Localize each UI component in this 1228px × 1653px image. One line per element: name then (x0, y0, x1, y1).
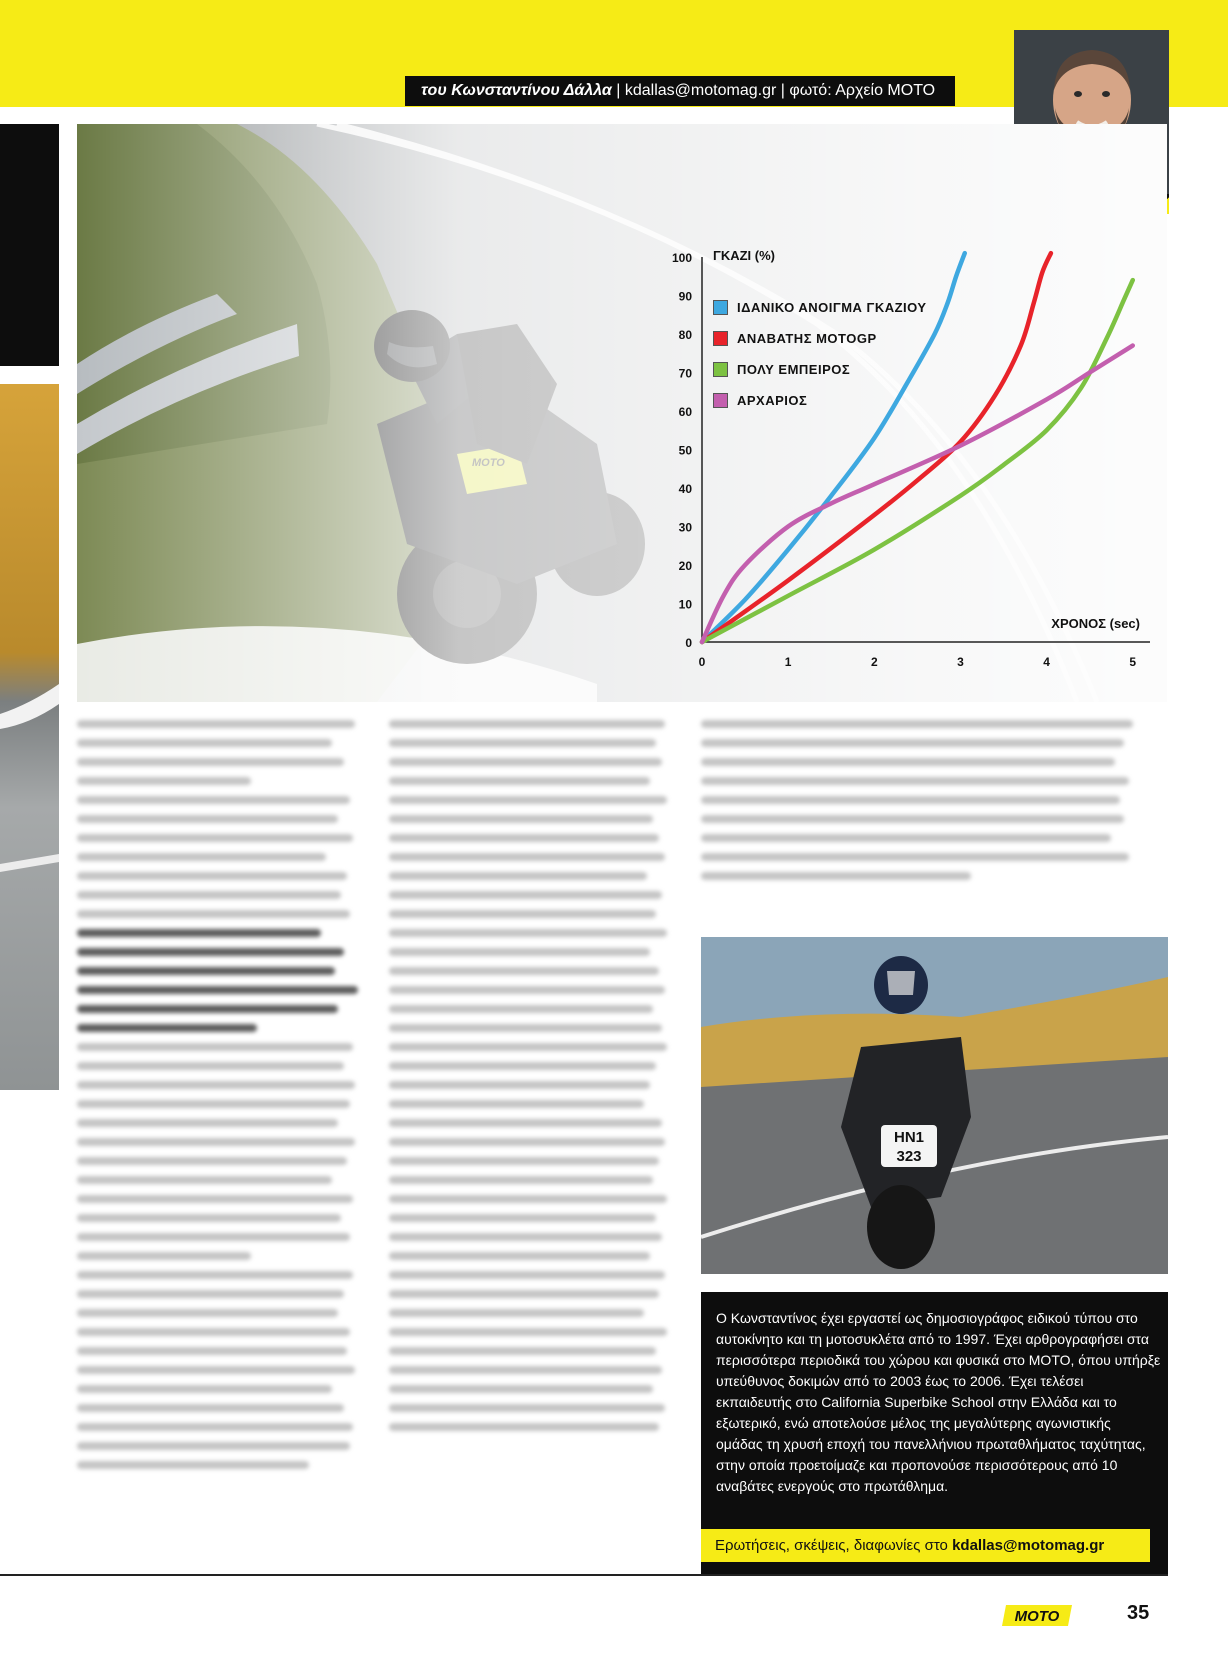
blurred-text-line (701, 758, 1115, 766)
blurred-text-line (389, 1138, 665, 1146)
blurred-text-line (77, 1005, 338, 1013)
blurred-text-line (77, 967, 335, 975)
author-email[interactable]: kdallas@motomag.gr (624, 82, 777, 99)
blurred-text-line (77, 815, 338, 823)
blurred-text-line (77, 796, 350, 804)
blurred-text-line (389, 1290, 659, 1298)
blurred-text-line (77, 1043, 353, 1051)
blurred-text-line (389, 1100, 644, 1108)
blurred-text-line (389, 1119, 662, 1127)
byline-separator: | (776, 82, 790, 99)
blurred-text-line (389, 1271, 665, 1279)
blurred-text-line (389, 891, 662, 899)
blurred-text-line (389, 1328, 667, 1336)
rider-rear-photo (701, 937, 1168, 1274)
blurred-text-line (77, 1233, 350, 1241)
blurred-text-line (389, 834, 659, 842)
blurred-text-line (77, 891, 341, 899)
blurred-text-line (77, 1385, 332, 1393)
blurred-text-line (77, 1119, 338, 1127)
legend-item (713, 385, 927, 416)
blurred-text-line (77, 1442, 350, 1450)
blurred-text-line (77, 1024, 257, 1032)
blurred-text-line (389, 796, 667, 804)
blurred-text-line (389, 1176, 653, 1184)
legend-swatch (713, 393, 728, 408)
blurred-text-line (77, 1100, 350, 1108)
legend-item (713, 292, 927, 323)
x-tick-label: 0 (698, 655, 706, 669)
contact-prompt: Ερωτήσεις, σκέψεις, διαφωνίες στο (715, 1537, 953, 1554)
blurred-text-line (701, 834, 1111, 842)
blurred-text-line (389, 1423, 659, 1431)
blurred-text-line (77, 1252, 251, 1260)
blurred-text-line (77, 777, 251, 785)
blurred-text-line (77, 1461, 309, 1469)
x-tick-label: 2 (870, 655, 878, 669)
blurred-text-line (389, 1233, 662, 1241)
blurred-text-line (77, 834, 353, 842)
logo-text: MOTO (1014, 1608, 1060, 1625)
blurred-text-line (77, 1157, 347, 1165)
legend-label: ΑΡΧΑΡΙΟΣ (737, 393, 808, 408)
left-edge-photo (0, 384, 59, 1090)
blurred-text-line (77, 1062, 344, 1070)
blurred-text-line (77, 986, 358, 994)
blurred-text-line (389, 1214, 656, 1222)
legend-swatch (713, 362, 728, 377)
author-name: του Κωνσταντίνου Δάλλα (421, 82, 612, 99)
blurred-text-line (77, 1081, 355, 1089)
blurred-text-line (77, 1214, 341, 1222)
blurred-text-line (389, 1309, 644, 1317)
blurred-text-line (389, 1347, 656, 1355)
blurred-text-line (389, 1062, 656, 1070)
blurred-text-line (77, 1404, 344, 1412)
blurred-text-line (389, 986, 665, 994)
blurred-text-line (701, 777, 1129, 785)
y-axis-label: ΓΚΑΖΙ (%) (713, 248, 775, 263)
blurred-text-line (77, 1176, 332, 1184)
x-axis-label: ΧΡΟΝΟΣ (sec) (1051, 616, 1140, 631)
blurred-text-line (389, 872, 647, 880)
blurred-text-line (77, 929, 321, 937)
blurred-text-line (77, 1138, 355, 1146)
legend-label: ΙΔΑΝΙΚΟ ΑΝΟΙΓΜΑ ΓΚΑΖΙΟΥ (737, 300, 927, 315)
blurred-text-line (389, 739, 656, 747)
blurred-text-line (77, 1290, 344, 1298)
blurred-text-line (389, 815, 653, 823)
blurred-text-line (389, 853, 665, 861)
legend-swatch (713, 300, 728, 315)
blurred-text-line (389, 929, 667, 937)
article-column-1 (77, 720, 367, 1480)
blurred-text-line (77, 1271, 353, 1279)
blurred-text-line (701, 815, 1124, 823)
blurred-text-line (77, 872, 347, 880)
blurred-text-line (701, 739, 1124, 747)
blurred-text-line (77, 1423, 353, 1431)
y-tick-label: 60 (678, 405, 692, 419)
y-tick-label: 90 (678, 289, 692, 304)
article-column-3 (701, 720, 1151, 891)
blurred-text-line (701, 796, 1120, 804)
blurred-text-line (389, 1252, 650, 1260)
blurred-text-line (77, 739, 332, 747)
x-tick-label: 3 (957, 655, 964, 669)
author-bio-box (701, 1292, 1168, 1575)
x-tick-label: 4 (1043, 655, 1050, 669)
blurred-text-line (389, 967, 659, 975)
road-edge-illustration (0, 384, 59, 1090)
legend-item (713, 354, 927, 385)
y-tick-label: 70 (678, 366, 692, 381)
y-tick-label: 80 (678, 328, 692, 342)
contact-bar (701, 1529, 1150, 1562)
left-black-block (0, 124, 59, 366)
blurred-text-line (389, 720, 665, 728)
y-tick-labels (672, 251, 692, 650)
blurred-text-line (389, 1366, 662, 1374)
blurred-text-line (701, 720, 1133, 728)
blurred-text-line (389, 777, 650, 785)
legend-swatch (713, 331, 728, 346)
blurred-text-line (389, 910, 656, 918)
x-tick-label: 5 (1129, 655, 1137, 669)
blurred-text-line (77, 1366, 355, 1374)
contact-email[interactable]: kdallas@motomag.gr (952, 1537, 1105, 1554)
blurred-text-line (389, 1043, 667, 1051)
blurred-text-line (389, 948, 650, 956)
y-tick-label: 10 (678, 597, 692, 612)
byline-separator: | (611, 82, 625, 99)
footer-rule (0, 1574, 1168, 1576)
blurred-text-line (77, 1195, 353, 1203)
blurred-text-line (77, 1309, 338, 1317)
legend-item (713, 323, 927, 354)
x-tick-labels (699, 655, 1137, 669)
blurred-text-line (77, 948, 344, 956)
blurred-text-line (77, 1347, 347, 1355)
photo-credit: φωτό: Αρχείο ΜΟΤΟ (789, 82, 936, 99)
blurred-text-line (389, 1024, 662, 1032)
y-tick-label: 100 (671, 251, 692, 265)
blurred-text-line (389, 1385, 653, 1393)
y-tick-label: 20 (678, 559, 692, 573)
y-tick-label: 0 (685, 636, 692, 650)
blurred-text-line (77, 758, 344, 766)
y-tick-label: 30 (678, 520, 692, 535)
plate-line1: HN1 (893, 1129, 925, 1146)
blurred-text-line (389, 1005, 653, 1013)
blurred-text-line (389, 758, 662, 766)
y-tick-label: 40 (678, 482, 692, 496)
blurred-text-line (389, 1195, 667, 1203)
blurred-text-line (701, 853, 1129, 861)
legend-label: ΑΝΑΒΑΤΗΣ MOTOGP (737, 331, 877, 346)
x-tick-label: 1 (784, 655, 792, 669)
page-number: 35 (1127, 1602, 1150, 1624)
blurred-text-line (77, 853, 326, 861)
blurred-text-line (701, 872, 971, 880)
blurred-text-line (77, 910, 350, 918)
article-column-2 (389, 720, 679, 1442)
plate-line2: 323 (896, 1148, 922, 1165)
rear-rider-illustration (701, 937, 1168, 1274)
blurred-text-line (389, 1081, 650, 1089)
blurred-text-line (77, 720, 355, 728)
legend-label: ΠΟΛΥ ΕΜΠΕΙΡΟΣ (737, 362, 851, 377)
blurred-text-line (77, 1328, 350, 1336)
byline (405, 76, 955, 106)
blurred-text-line (389, 1157, 659, 1165)
author-bio-text: Ο Κωνσταντίνος έχει εργαστεί ως δημοσιογράφος ειδικού τύπου στο αυτοκίνητο και τη μοτοσυκλέτα από το 1997. Έχει αρθρογραφήσει στα περισσότερα περιοδικά του χώρου και φυσικά στο MOTO, όπου υπήρξε υπεύθυνος δοκιμών από το 2003 έως το 2006. Έχει τελέσει εκπαιδευτής στο California Superbike School στην Ελλάδα και το εξωτερικό, ενώ αποτελούσε μέλος της μεγαλύτερης αγωνιστικής ομάδας τη χρυσή εποχή του πανελλήνιου πρωταθλήματος ταχύτητας, στην οποία προετοίμαζε και προπονούσε περισσότερους από 10 αναβάτες ενεργούς στο πρωτάθλημα. (716, 1310, 1161, 1494)
moto-logo (1002, 1605, 1072, 1626)
chart-legend (713, 292, 927, 416)
blurred-text-line (389, 1404, 665, 1412)
y-tick-label: 50 (678, 443, 692, 458)
